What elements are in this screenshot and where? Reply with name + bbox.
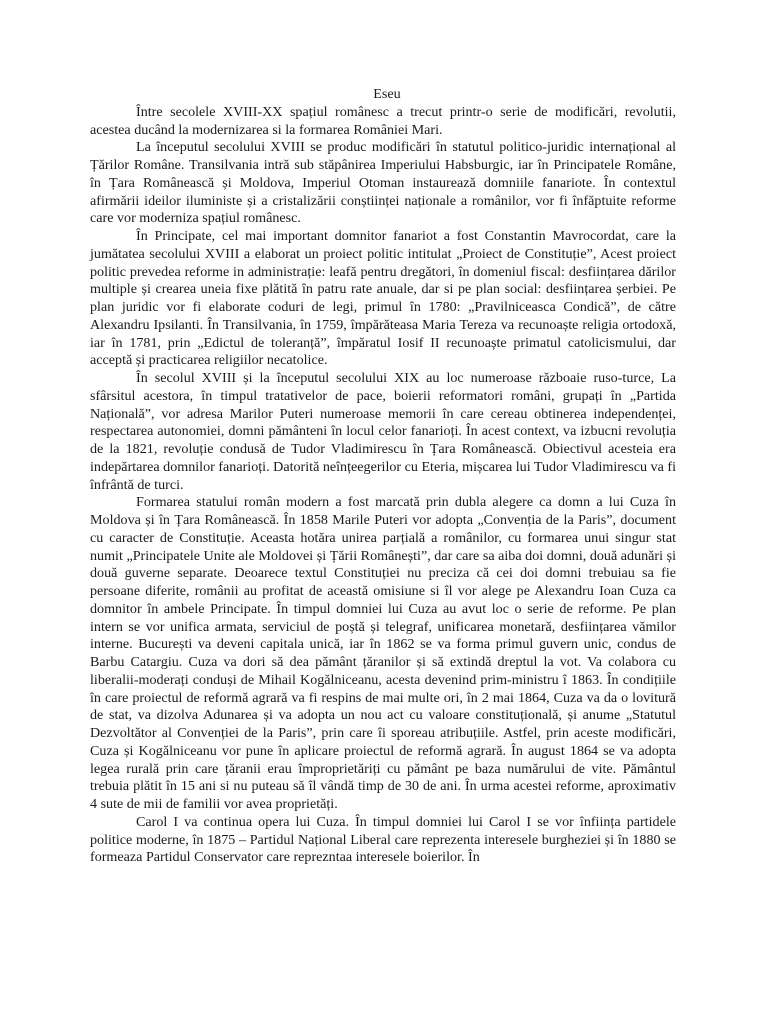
document-page	[90, 86, 676, 867]
paragraph-russo-turkish-wars: În secolul XVIII și la începutul secolului XIX au loc numeroase războaie ruso-turce, La sfârsitul acestora, în timpul tratativelor de pace, boierii reformatori români, grupați în „Partida Națională”, vor adresa Marilor Puteri numeroase memorii în care cereau obtinerea independenței, respectarea autonomiei, domni pământeni în locul celor fanarioți. În acest context, va izbucni revoluția de la 1821, revoluție condusă de Tudor Vladimirescu în Țara Românească. Obiectivul acesteia era indepărtarea domnilor fanarioți. Datorită neînțeegerilor cu Eteria, mișcarea lui Tudor Vladimirescu va fi înfrântă de turci.	[90, 370, 676, 493]
paragraph-intro: Între secolele XVIII-XX spațiul românesc a trecut printr-o serie de modificări, revolutii, acestea ducând la modernizarea si la formarea României Mari.	[90, 103, 676, 138]
paragraph-principate-reforms: În Principate, cel mai important domnitor fanariot a fost Constantin Mavrocordat, care la jumătatea secolului XVIII a elaborat un proiect politic intitulat „Proiect de Constituție”, Acest proiect politic prevedea reforme in administrație: leafă pentru dregători, în domeniul fiscal: desființarea dărilor multiple și crearea uneia fixe plătită în patru rate anuale, dar si pe plan social: desființarea șerbiei. Pe plan juridic vor fi elaborate coduri de legi, primul în 1780: „Pravilniceasca Condică”, de către Alexandru Ipsilanti. În Transilvania, în 1759, împărăteasa Maria Tereza va recunoaște religia ortodoxă, iar în 1781, prin „Edictul de toleranță”, împăratul Iosif II recunoaște primatul catolicismului, dar acceptă și practicarea religiilor necatolice.	[90, 228, 676, 369]
paragraph-18th-century: La începutul secolului XVIII se produc modificări în statutul politico-juridic internațional al Țărilor Române. Transilvania intră sub stăpânirea Imperiului Habsburgic, iar în Principatele Române, în Țara Românească și Moldova, Imperiul Otoman instaurează domniile fanariote. În contextul afirmării ideilor iluministe și a cristalizării conștiinței naționale a românilor, vor fi înfăptuite reforme care vor moderniza spațiul românesc.	[90, 139, 676, 227]
document-title: Eseu	[373, 86, 401, 102]
paragraph-carol-i: Carol I va continua opera lui Cuza. În timpul domniei lui Carol I se vor înființa partidele politice moderne, în 1875 – Partidul Național Liberal care reprezenta interesele burgheziei și în 1880 se formeaza Partidul Conservator care reprezntaa interesele boierilor. În	[90, 813, 676, 866]
paragraph-modern-state: Formarea statului român modern a fost marcată prin dubla alegere ca domn a lui Cuza în Moldova și în Țara Românească. În 1858 Marile Puteri vor adopta „Convenția de la Paris”, document cu caracter de Constituție. Aceasta hotăra unirea parțială a românilor, cu formarea unui singur stat numit „Principatele Unite ale Moldovei și Țării Românești”, dar care sa aiba doi domni, două adunări și două guverne separate. Deoarece textul Constituției nu preciza că cei doi domni trebuiau sa fie persoane diferite, românii au profitat de această omisiune si îl vor alege pe Alexandru Ioan Cuza ca domnitor în ambele Principate. În timpul domniei lui Cuza au avut loc o serie de reforme. Pe plan intern se vor unifica armata, serviciul de poștă și telegraf, unificarea monetară, desființarea vămilor interne. București va deveni capitala unică, iar în 1862 se va forma primul guvern unic, condus de Barbu Catargiu. Cuza va dori să dea pământ țăranilor și să extindă dreptul la vot. Va colabora cu liberalii-moderați conduși de Mihail Kogălniceanu, acesta devenind prim-ministru î 1863. În condițiile în care proiectul de reformă agrară va fi respins de mai multe ori, în 2 mai 1864, Cuza va da o lovitură de stat, va dizolva Adunarea și va adopta un nou act cu valoare constituțională, și anume „Statutul Dezvoltător al Convenției de la Paris”, prin care îi sporeau atribuțiile. Astfel, prin aceste modificări, Cuza și Kogălniceanu vor pune în aplicare proiectul de reformă agrară. În august 1864 se va adopta legea rurală prin care țăranii erau împroprietăriți cu pământ pe baza numărului de vite. Pământul trebuia plătit în 15 ani si nu puteau să îl vândă timp de 30 de ani. În urma acestei reforme, aproximativ 4 sute de mii de familii vor avea proprietăți.	[90, 494, 676, 812]
